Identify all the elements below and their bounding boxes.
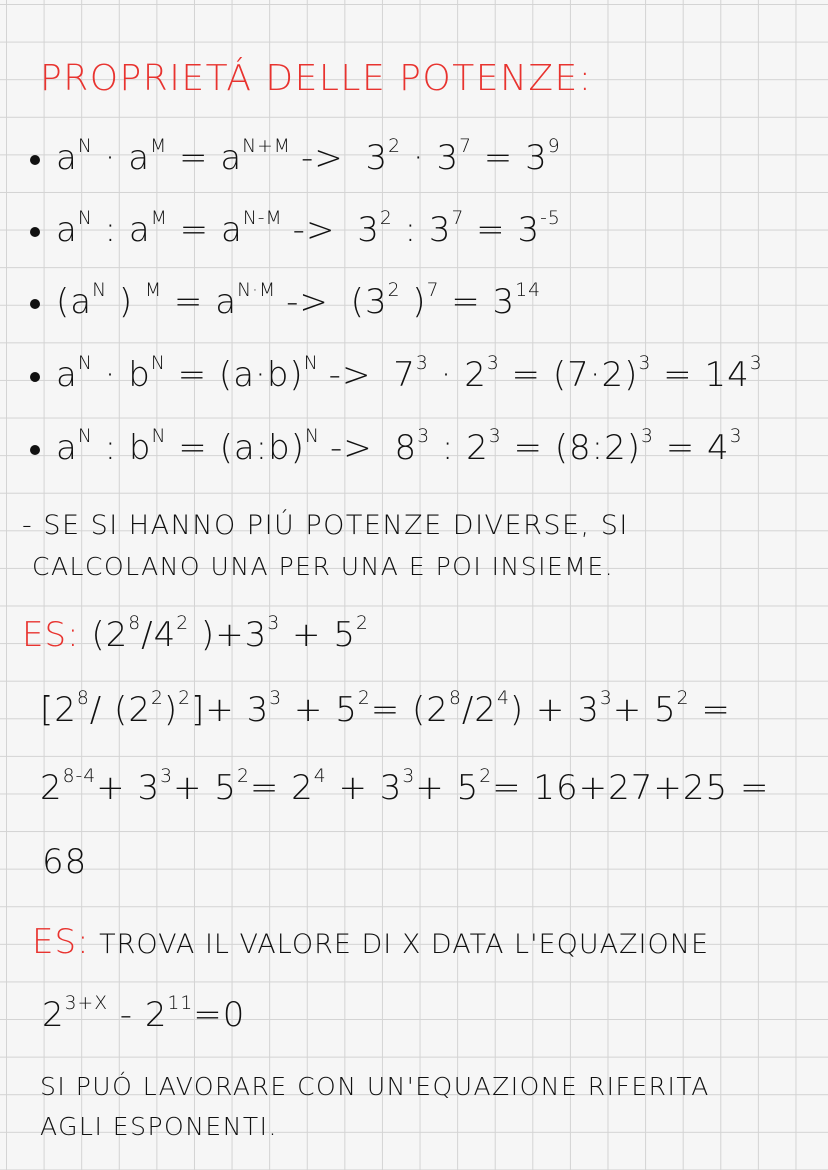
example-exponent: 7 (426, 280, 440, 302)
ex1-term: )+3 (189, 615, 268, 655)
example-term: · 2 (428, 355, 487, 395)
example-2-label: ES: (32, 922, 90, 962)
rule-base: a (56, 355, 78, 395)
property-row (30, 428, 743, 468)
rule-exponent: M (150, 136, 168, 158)
rule-exponent: N (77, 353, 93, 375)
example-1-statement (22, 615, 369, 655)
example-2-equation (42, 995, 245, 1035)
example-2-text: TROVA IL VALORE DI X DATA L'EQUAZIONE (99, 929, 710, 960)
example-term: = 14 (651, 355, 750, 395)
ex1-exponent: 2 (178, 688, 192, 710)
ex1-term: ]+ 3 (191, 690, 270, 730)
example-term: 3 (353, 138, 389, 178)
ex2-term: =0 (193, 995, 246, 1035)
example-term: ) (400, 282, 427, 322)
rule-exponent: N (150, 353, 166, 375)
ex1-exponent: 2 (150, 688, 164, 710)
rule-equals: = (a:b) (166, 428, 305, 468)
ex1-term: /4 (141, 615, 177, 655)
example-exponent: 9 (547, 136, 561, 158)
ex1-exponent: 2 (236, 766, 250, 788)
ex2-exponent: 11 (167, 993, 194, 1015)
example-term: = 4 (653, 428, 730, 468)
example-exponent: 3 (417, 426, 431, 448)
example-exponent: 2 (387, 280, 401, 302)
page-title: PROPRIETÁ DELLE POTENZE: (40, 58, 593, 99)
ex1-term: = (2 (370, 690, 449, 730)
bullet-icon (30, 155, 40, 165)
example-exponent: 3 (486, 353, 500, 375)
example-term: = (7·2) (499, 355, 639, 395)
ex1-exponent: 4 (496, 688, 510, 710)
note-line-1: - SE SI HANNO PIÚ POTENZE DIVERSE, SI (22, 510, 629, 541)
rule-operator: : a (92, 210, 151, 250)
rule-exponent: N-M (242, 208, 283, 230)
note-line-3: SI PUÓ LAVORARE CON UN'EQUAZIONE RIFERITA (40, 1072, 710, 1101)
example-exponent: 3 (415, 353, 429, 375)
arrow-icon: -> (292, 210, 336, 250)
ex1-term: + 5 (415, 768, 480, 808)
note-line-4: AGLI ESPONENTI. (40, 1112, 278, 1141)
rule-exponent: N (92, 280, 108, 302)
rule-exponent: M (144, 280, 163, 302)
arrow-icon: -> (286, 282, 329, 322)
ex1-term: / (2 (89, 690, 151, 730)
ex1-term: ) (163, 690, 179, 730)
arrow-icon: -> (328, 355, 372, 395)
rule-base: a (56, 210, 78, 250)
example-term: = 3 (439, 282, 516, 322)
ex1-exponent: 2 (479, 766, 493, 788)
ex1-exponent: 8 (76, 688, 90, 710)
bullet-icon (30, 445, 40, 455)
example-term: 3 (345, 210, 380, 250)
ex1-term: (2 (91, 615, 129, 655)
rule-base: (a (56, 282, 93, 322)
arrow-icon: -> (300, 138, 344, 178)
ex1-term: = (689, 690, 731, 730)
bullet-icon (30, 227, 40, 237)
rule-equals: = a (167, 138, 243, 178)
ex1-exponent: 3 (269, 688, 283, 710)
example-term: (3 (338, 282, 388, 322)
example-term: = 3 (464, 210, 541, 250)
example-1-step-2 (40, 768, 769, 808)
note-line-2: CALCOLANO UNA PER UNA E POI INSIEME. (32, 552, 615, 581)
example-exponent: 3 (749, 353, 763, 375)
ex2-term: 2 (42, 995, 65, 1035)
example-exponent: 3 (729, 426, 743, 448)
rule-operator: · b (92, 355, 151, 395)
ex1-exponent: 8-4 (62, 766, 97, 788)
ex1-exponent: 3 (402, 766, 416, 788)
example-1-expression (91, 615, 369, 655)
rule-exponent: N+M (242, 136, 291, 158)
ex1-exponent: 3 (267, 613, 281, 635)
example-term: : 3 (392, 210, 452, 250)
rule-exponent: N (304, 426, 320, 448)
ex1-exponent: 2 (355, 613, 369, 635)
ex1-term: ) + 3 (509, 690, 600, 730)
example-exponent: 3 (641, 426, 654, 448)
rule-operator: ) (107, 282, 145, 322)
ex1-exponent: 4 (313, 766, 327, 788)
property-row (30, 210, 561, 250)
ex1-exponent: 3 (160, 766, 173, 788)
ex1-term: + 5 (280, 615, 356, 655)
ex1-term: + 5 (612, 690, 677, 730)
example-1-step-1 (40, 690, 731, 730)
ex1-exponent: 8 (448, 688, 462, 710)
arrow-icon: -> (329, 428, 373, 468)
rule-equals: = (a·b) (165, 355, 304, 395)
example-term: = (8:2) (501, 428, 642, 468)
example-term: 7 (381, 355, 416, 395)
bullet-icon (30, 372, 40, 382)
property-row (30, 138, 561, 178)
example-exponent: 3 (638, 353, 652, 375)
ex1-term: /2 (461, 690, 497, 730)
rule-operator: : b (92, 428, 152, 468)
property-row (30, 282, 541, 322)
example-exponent: 7 (451, 208, 465, 230)
ex1-term: [2 (40, 690, 77, 730)
rule-base: a (56, 428, 78, 468)
ex1-exponent: 8 (128, 613, 142, 635)
example-term: = 3 (472, 138, 548, 178)
ex1-term: + 3 (326, 768, 403, 808)
example-exponent: 7 (459, 136, 472, 158)
example-exponent: 3 (488, 426, 502, 448)
rule-exponent: N (303, 353, 319, 375)
ex2-exponent: 3+X (64, 993, 108, 1015)
ex1-term: = 2 (249, 768, 314, 808)
ex1-exponent: 2 (357, 688, 371, 710)
example-exponent: -5 (540, 208, 561, 230)
example-1-result: 68 (42, 842, 88, 882)
rule-operator: · a (92, 138, 151, 178)
example-term: 8 (382, 428, 418, 468)
ex1-term: + 5 (173, 768, 237, 808)
ex1-term: + 3 (96, 768, 161, 808)
ex2-term: - 2 (108, 995, 168, 1035)
rule-exponent: N (77, 136, 93, 158)
bullet-icon (30, 299, 40, 309)
ex1-term: = 16+27+25 = (492, 768, 770, 808)
rule-equals: = a (167, 210, 243, 250)
example-term: · 3 (401, 138, 460, 178)
rule-exponent: N·M (237, 280, 277, 302)
example-1-label: ES: (22, 615, 80, 655)
ex1-exponent: 2 (676, 688, 690, 710)
rule-exponent: M (150, 208, 168, 230)
rule-base: a (56, 138, 78, 178)
example-term: : 2 (430, 428, 489, 468)
example-2-statement (32, 922, 709, 962)
rule-equals: = a (162, 282, 238, 322)
ex1-exponent: 2 (176, 613, 190, 635)
rule-exponent: N (151, 426, 167, 448)
ex1-term: 2 (40, 768, 63, 808)
rule-exponent: N (77, 426, 93, 448)
example-exponent: 14 (515, 280, 541, 302)
property-row (30, 355, 763, 395)
ex1-term: + 5 (282, 690, 358, 730)
example-exponent: 2 (379, 208, 393, 230)
example-exponent: 2 (388, 136, 402, 158)
ex1-exponent: 3 (599, 688, 613, 710)
rule-exponent: N (77, 208, 93, 230)
